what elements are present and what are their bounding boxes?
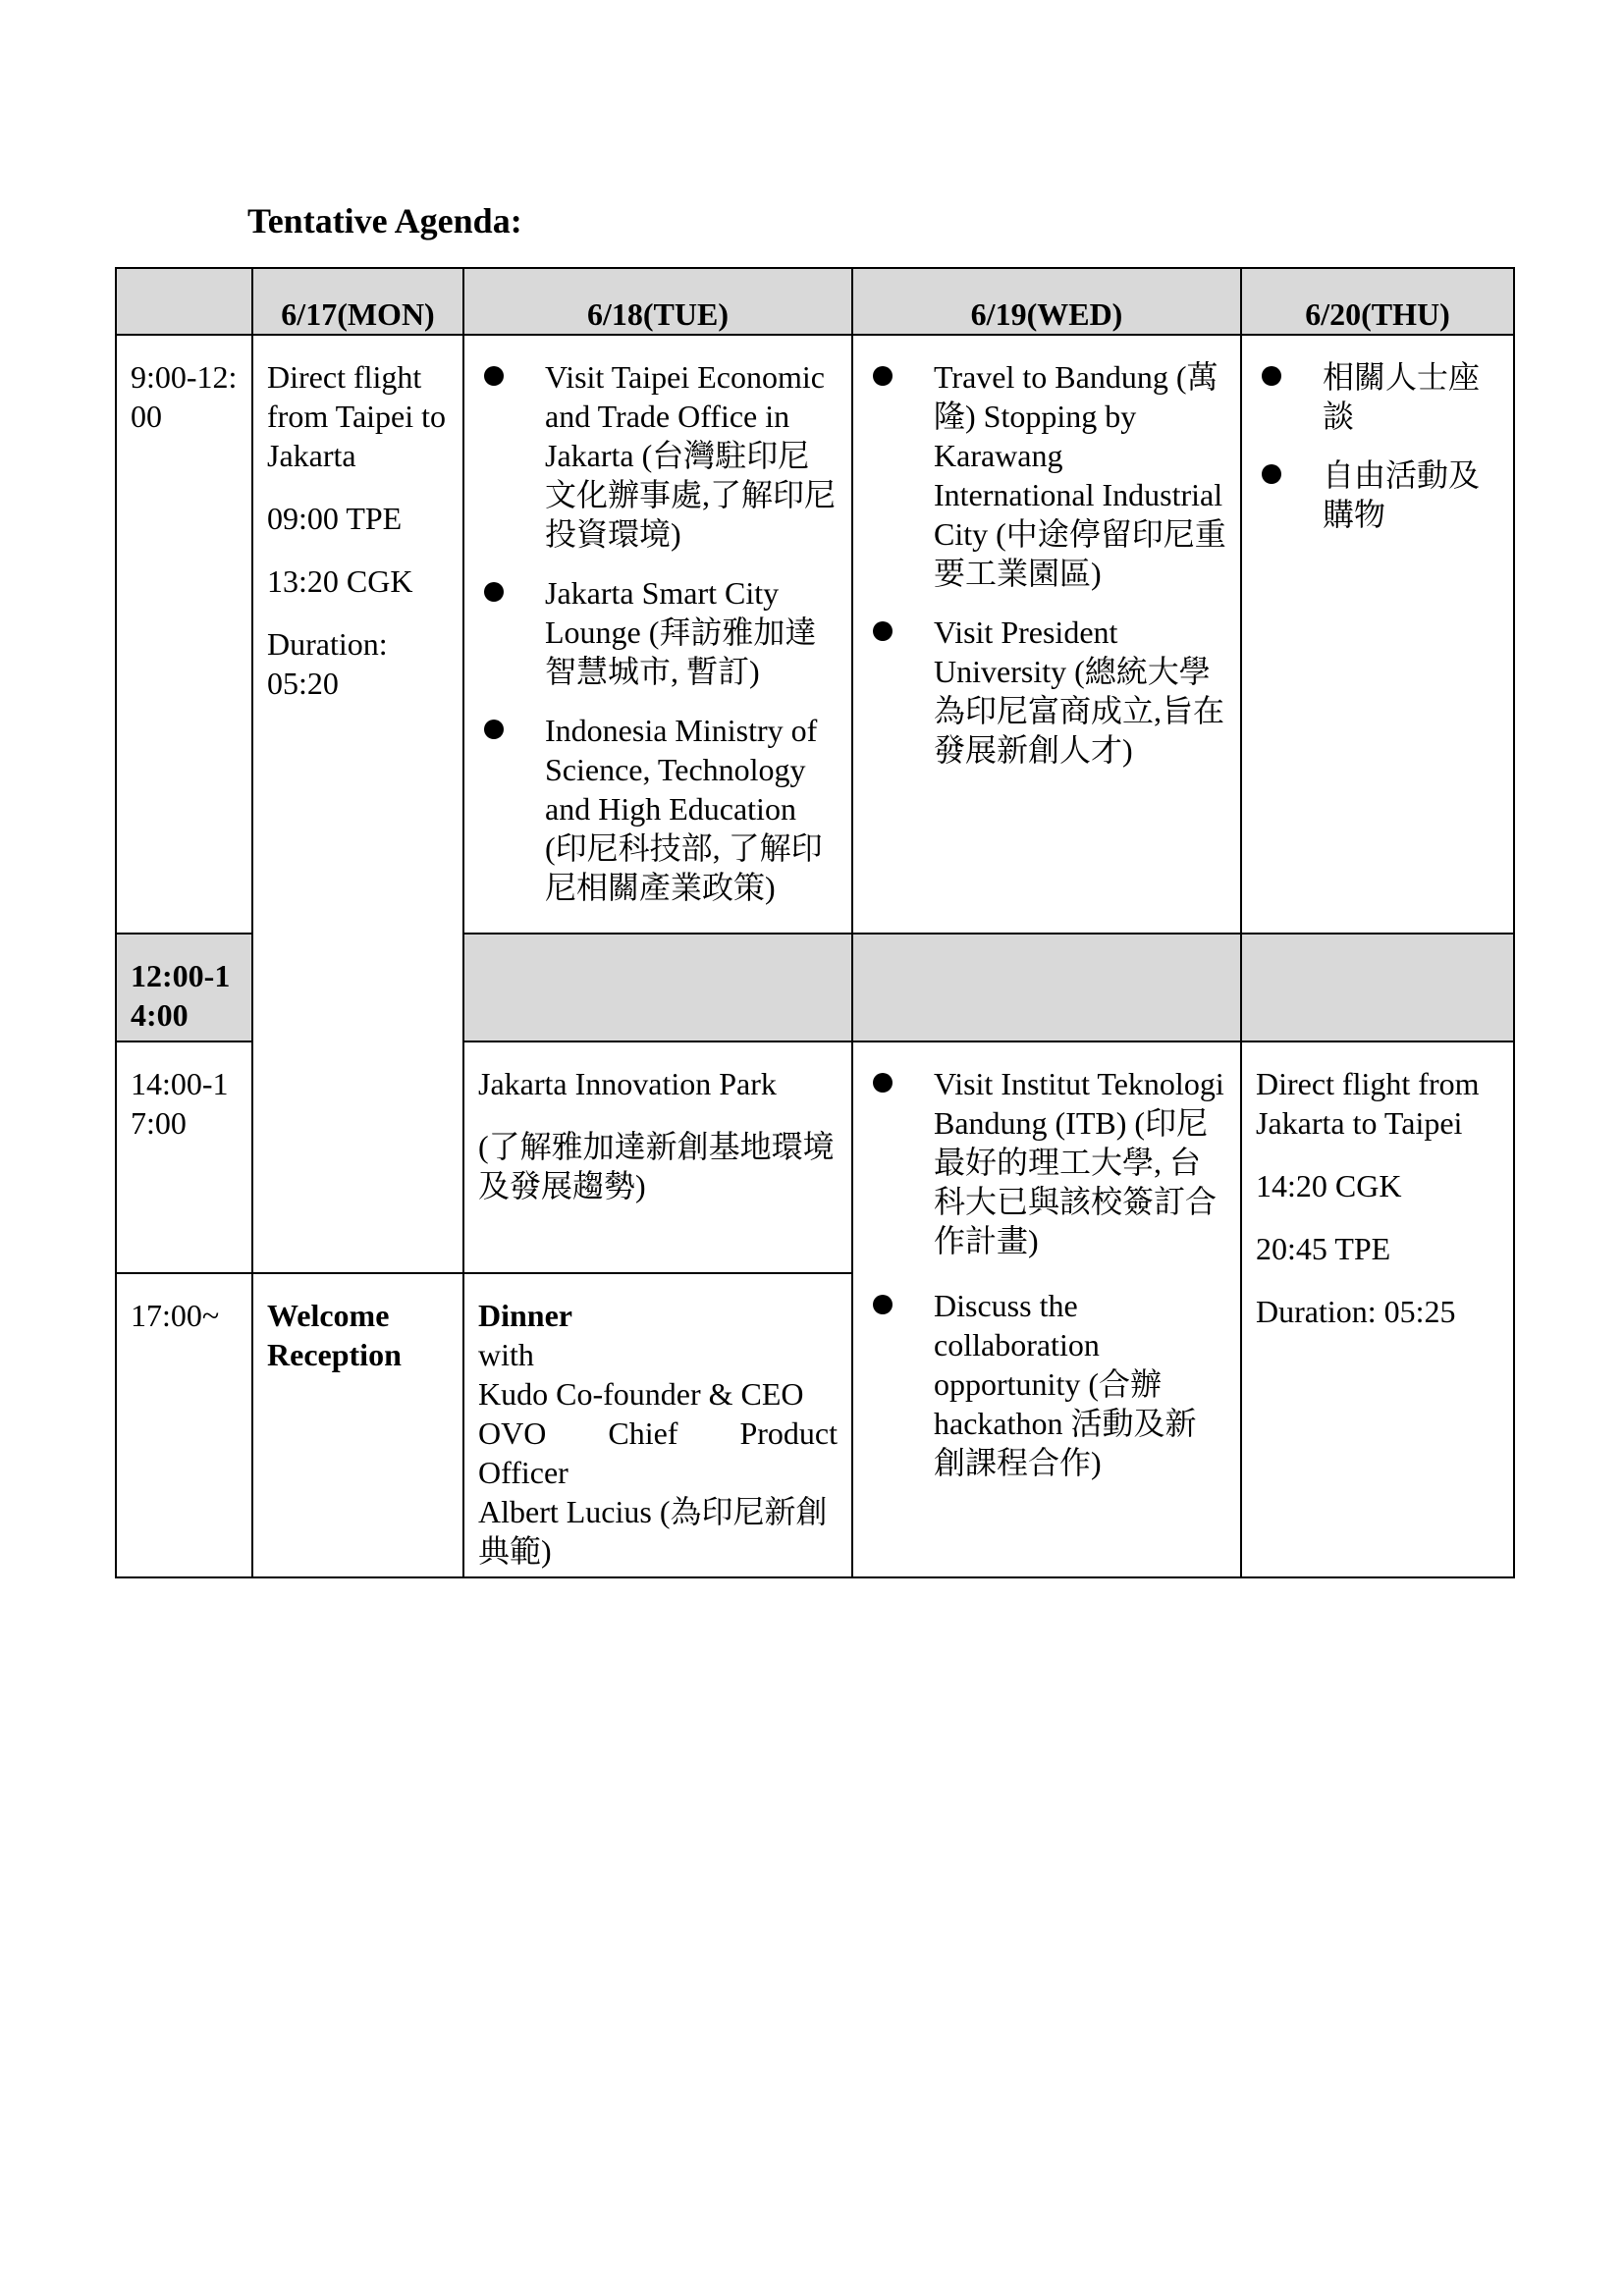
bullet-icon [873,1073,893,1093]
list-item: Jakarta Smart City Lounge (拜訪雅加達智慧城市, 暫訂) [478,573,838,691]
mon-daytime-cell [252,335,463,1273]
mon-arrive: 13:20 CGK [267,563,413,599]
mon-depart: 09:00 TPE [267,501,403,536]
tue-dinner-line2: OVO Chief Product [478,1415,838,1451]
tue-dinner-line1: Kudo Co-founder & CEO [478,1376,804,1412]
list-item: Indonesia Ministry of Science, Technology and High Education (印尼科技部, 了解印尼相關產業政策) [478,711,838,907]
header-tue: 6/18(TUE) [463,268,852,335]
list-item: Visit President University (總統大學為印尼富商成立,旨在發展新創人才) [867,613,1226,770]
bullet-icon [1262,464,1281,484]
list-item: Discuss the collaboration opportunity (合辦 hackathon 活動及新創課程合作) [867,1286,1226,1482]
agenda-table [115,267,1515,1578]
list-item: Visit Institut Teknologi Bandung (ITB) (印尼最好的理工大學, 台科大已與該校簽訂合作計畫) [867,1064,1226,1260]
header-thu: 6/20(THU) [1241,268,1514,335]
bullet-icon [873,621,893,641]
header-wed: 6/19(WED) [852,268,1241,335]
thu-arrive: 20:45 TPE [1256,1231,1391,1266]
page-title: Tentative Agenda: [247,201,522,240]
time-evening: 17:00~ [116,1273,252,1577]
thu-depart: 14:20 CGK [1256,1168,1402,1203]
list-item: 自由活動及購物 [1256,455,1499,534]
thu-duration: Duration: 05:25 [1256,1294,1456,1329]
thu-flight: Direct flight from Jakarta to Taipei [1256,1066,1480,1141]
bullet-icon [484,366,504,386]
tue-dinner-with: with [478,1337,534,1372]
wed-morning-cell [852,335,1241,934]
mon-flight: Direct flight from Taipei to Jakarta [267,359,447,473]
tue-lunch-cell [463,934,852,1041]
mon-duration [267,624,449,703]
wed-lunch-cell [852,934,1241,1041]
thu-afternoon-cell [1241,1041,1514,1577]
tue-afternoon-note: (了解雅加達新創基地環境及發展趨勢) [478,1129,835,1203]
bullet-icon [484,582,504,602]
tue-dinner-label: Dinner [478,1298,572,1333]
wed-afternoon-cell [852,1041,1241,1577]
tue-dinner-line4: Albert Lucius (為印尼新創典範) [478,1494,828,1569]
bullet-icon [873,1295,893,1314]
thu-lunch-cell [1241,934,1514,1041]
bullet-icon [873,366,893,386]
list-item: Travel to Bandung (萬隆) Stopping by Karawang International Industrial City (中途停留印尼重要工業園區) [867,357,1226,593]
mon-evening-cell: Welcome Reception [252,1273,463,1577]
list-item: 相關人士座談 [1256,357,1499,436]
header-mon: 6/17(MON) [252,268,463,335]
time-morning: 9:00-12:00 [116,335,252,934]
tue-dinner-line3: Officer [478,1455,568,1490]
list-item: Visit Taipei Economic and Trade Office in Jakarta (台灣駐印尼文化辦事處,了解印尼投資環境) [478,357,838,554]
bullet-icon [1262,366,1281,386]
bullet-icon [484,720,504,739]
header-row [116,268,1514,335]
mon-duration-label: Duration: [267,626,388,662]
time-lunch: 12:00-14:00 [116,934,252,1041]
mon-duration-value: 05:20 [267,666,339,701]
thu-morning-cell [1241,335,1514,934]
tue-afternoon-cell [463,1041,852,1273]
header-time-cell [116,268,252,335]
morning-row [116,335,1514,934]
tue-evening-cell [463,1273,852,1577]
time-afternoon: 14:00-17:00 [116,1041,252,1273]
tue-morning-cell [463,335,852,934]
tue-afternoon-title: Jakarta Innovation Park [478,1066,777,1101]
